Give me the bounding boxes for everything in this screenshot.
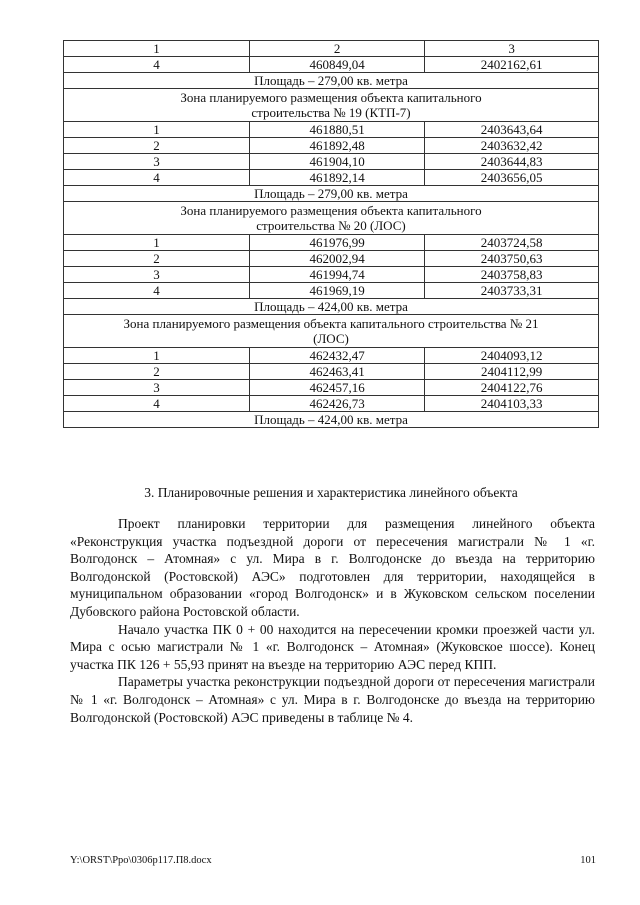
table-row: [64, 364, 599, 380]
zone-title-line: Зона планируемого размещения объекта капитального: [180, 203, 482, 218]
x-coordinate-cell: 461892,48: [249, 138, 424, 154]
body-text: [70, 515, 595, 726]
table-row: [64, 122, 599, 138]
point-number-cell: 3: [64, 267, 250, 283]
point-number-cell: 4: [64, 283, 250, 299]
x-coordinate-cell: 462463,41: [249, 364, 424, 380]
zone-title-line: строительства № 20 (ЛОС): [256, 218, 406, 233]
point-number-cell: 2: [64, 138, 250, 154]
point-number-cell: 4: [64, 170, 250, 186]
header-cell-point: 1: [64, 41, 250, 57]
y-coordinate-cell: 2402162,61: [425, 57, 599, 73]
paragraph: Начало участка ПК 0 + 00 находится на пересечении кромки проезжей части ул. Мира с осью магистрали № 1 «г. Волгодонск – Атомная» (Жуковское шоссе). Конец участка ПК 126 + 55,93 принят на въезде на территорию АЭС перед КПП.: [70, 621, 595, 672]
table-row: [64, 251, 599, 267]
y-coordinate-cell: 2403644,83: [425, 154, 599, 170]
y-coordinate-cell: 2403656,05: [425, 170, 599, 186]
y-coordinate-cell: 2404112,99: [425, 364, 599, 380]
x-coordinate-cell: 461994,74: [249, 267, 424, 283]
point-number-cell: 4: [64, 57, 250, 73]
zone-header-row: [64, 315, 599, 348]
footer-file-path: Y:\ORST\Ppo\0306p117.П8.docx: [70, 855, 212, 866]
y-coordinate-cell: 2404122,76: [425, 380, 599, 396]
table-row: [64, 138, 599, 154]
point-number-cell: 2: [64, 364, 250, 380]
point-number-cell: 2: [64, 251, 250, 267]
coordinates-table: [63, 40, 599, 428]
point-number-cell: 3: [64, 154, 250, 170]
table-row: [64, 348, 599, 364]
zone-title-cell: [64, 89, 599, 122]
table-row: [64, 267, 599, 283]
table-row: [64, 170, 599, 186]
y-coordinate-cell: 2403632,42: [425, 138, 599, 154]
area-row: [64, 73, 599, 89]
zone-title-line: Зона планируемого размещения объекта капитального строительства № 21: [123, 316, 539, 331]
zone-title-line: строительства № 19 (КТП-7): [251, 105, 411, 120]
y-coordinate-cell: 2403758,83: [425, 267, 599, 283]
point-number-cell: 1: [64, 122, 250, 138]
x-coordinate-cell: 462002,94: [249, 251, 424, 267]
zone-title-line: Зона планируемого размещения объекта капитального: [180, 90, 482, 105]
table-row: [64, 154, 599, 170]
table-row: [64, 380, 599, 396]
paragraph: Проект планировки территории для размещения линейного объекта «Реконструкция участка подъездной дороги от пересечения магистрали № 1 «г. Волгодонск – Атомная» с ул. Мира в г. Волгодонске до въезда на территорию Волгодонской (Ростовской) АЭС» подготовлен для территории, находящейся в муниципальном образовании «город Волгодонск» и в Жуковском сельском поселении Дубовского района Ростовской области.: [70, 516, 595, 619]
section-heading: 3. Планировочные решения и характеристика линейного объекта: [144, 485, 518, 500]
area-row: [64, 299, 599, 315]
x-coordinate-cell: 461880,51: [249, 122, 424, 138]
area-row: [64, 186, 599, 202]
coordinates-table-body: [64, 41, 599, 428]
x-coordinate-cell: 461969,19: [249, 283, 424, 299]
zone-title-cell: [64, 202, 599, 235]
table-row: [64, 57, 599, 73]
footer-page-number: 101: [580, 855, 596, 866]
x-coordinate-cell: 461892,14: [249, 170, 424, 186]
y-coordinate-cell: 2403643,64: [425, 122, 599, 138]
x-coordinate-cell: 462432,47: [249, 348, 424, 364]
x-coordinate-cell: 460849,04: [249, 57, 424, 73]
x-coordinate-cell: 461904,10: [249, 154, 424, 170]
y-coordinate-cell: 2403733,31: [425, 283, 599, 299]
x-coordinate-cell: 462426,73: [249, 396, 424, 412]
zone-title-line: (ЛОС): [313, 331, 349, 346]
table-row: [64, 283, 599, 299]
zone-header-row: [64, 202, 599, 235]
point-number-cell: 1: [64, 235, 250, 251]
area-cell: Площадь – 279,00 кв. метра: [64, 186, 599, 202]
point-number-cell: 4: [64, 396, 250, 412]
table-row: [64, 235, 599, 251]
paragraph: Параметры участка реконструкции подъездной дороги от пересечения магистрали № 1 «г. Волгодонск – Атомная» с ул. Мира в г. Волгодонске до въезда на территорию Волгодонской (Ростовской) АЭС приведены в таблице № 4.: [70, 674, 595, 725]
point-number-cell: 3: [64, 380, 250, 396]
x-coordinate-cell: 461976,99: [249, 235, 424, 251]
header-cell-x: 2: [249, 41, 424, 57]
zone-title-cell: [64, 315, 599, 348]
area-row: [64, 412, 599, 428]
point-number-cell: 1: [64, 348, 250, 364]
area-cell: Площадь – 279,00 кв. метра: [64, 73, 599, 89]
y-coordinate-cell: 2404103,33: [425, 396, 599, 412]
y-coordinate-cell: 2404093,12: [425, 348, 599, 364]
header-cell-y: 3: [425, 41, 599, 57]
y-coordinate-cell: 2403750,63: [425, 251, 599, 267]
table-row: [64, 396, 599, 412]
area-cell: Площадь – 424,00 кв. метра: [64, 299, 599, 315]
area-cell: Площадь – 424,00 кв. метра: [64, 412, 599, 428]
table-header-row: [64, 41, 599, 57]
zone-header-row: [64, 89, 599, 122]
x-coordinate-cell: 462457,16: [249, 380, 424, 396]
y-coordinate-cell: 2403724,58: [425, 235, 599, 251]
